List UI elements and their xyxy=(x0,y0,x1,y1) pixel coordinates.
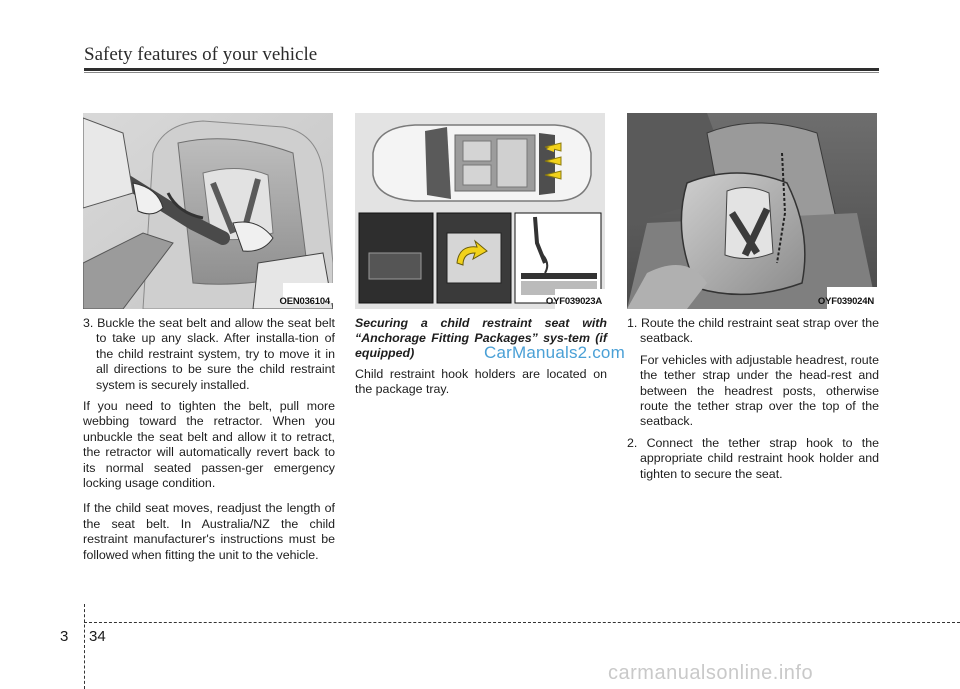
footer-divider xyxy=(84,622,960,623)
chapter-number: 3 xyxy=(60,628,69,645)
hook-holders-paragraph: Child restraint hook holders are located on the package tray. xyxy=(355,367,607,397)
figure-code: OYF039023A xyxy=(545,296,602,307)
column-right xyxy=(627,316,879,488)
step-1-detail: For vehicles with adjustable headrest, route the tether strap under the head-rest and between the headrest posts, otherwise route the tether strap over the top of the seatback. xyxy=(640,352,879,429)
header-rule-thin xyxy=(84,72,879,73)
page-number: 34 xyxy=(89,628,106,645)
header-title: Safety features of your vehicle xyxy=(84,44,318,65)
column-left xyxy=(83,316,335,569)
figure-code: OYF039024N xyxy=(817,296,874,307)
figure-code: OEN036104 xyxy=(279,296,330,307)
footer-vertical-divider xyxy=(84,604,85,689)
step-2-text: 2. Connect the tether strap hook to the appropriate child restraint hook holder and tighten to secure the seat. xyxy=(627,435,879,481)
section-heading: Securing a child restraint seat with “Anchorage Fitting Packages” sys-tem (if equipped) xyxy=(355,316,607,360)
header-rule xyxy=(84,68,879,71)
figure-tether-strap-seat xyxy=(627,113,877,309)
readjust-paragraph: If the child seat moves, readjust the length of the seat belt. In Australia/NZ the child restraint manufacturer's instructions must be followed when fitting the unit to the vehicle. xyxy=(83,501,335,562)
tighten-belt-paragraph: If you need to tighten the belt, pull more webbing toward the retractor. When you unbuckle the seat belt and allow it to retract, the retractor will automatically revert back to its normal seated passen-ger emergency locking usage condition. xyxy=(83,399,335,491)
figure-anchorage-package-tray xyxy=(355,113,605,309)
figure-buckle-seat-belt xyxy=(83,113,333,309)
step-3-text: 3. Buckle the seat belt and allow the seat belt to take up any slack. After installa-tion of the child restraint system, try to move it in all directions to be sure the child restraint system is securely installed. xyxy=(83,316,335,392)
watermark-carmanuals: CarManuals2.com xyxy=(484,343,625,362)
step-1-text: 1. Route the child restraint seat strap over the seatback. xyxy=(627,316,879,346)
buckle-seat-belt-illustration-icon xyxy=(83,113,333,309)
anchorage-package-tray-illustration-icon xyxy=(355,113,605,309)
tether-strap-seat-illustration-icon xyxy=(627,113,877,309)
watermark-carmanualsonline: carmanualsonline.info xyxy=(608,662,814,684)
